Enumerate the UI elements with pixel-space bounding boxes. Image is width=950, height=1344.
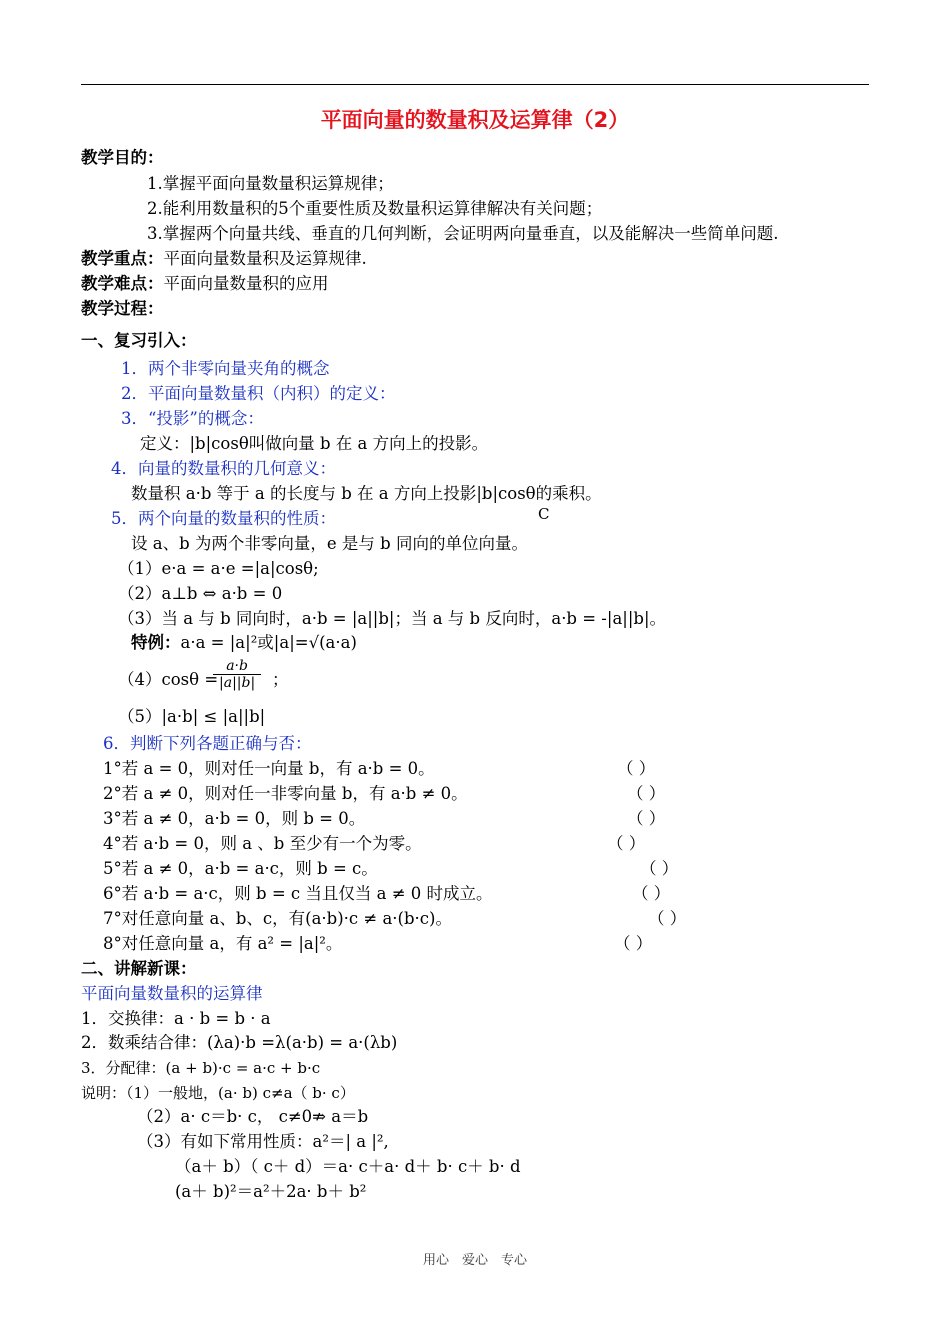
special-case-label: 特例：	[131, 633, 181, 652]
note-2: （2）a· c＝b· c， c≠0⇏ a＝b	[137, 1107, 369, 1126]
answer-blank[interactable]: （ ）	[648, 909, 687, 928]
review-item-5: 5．两个向量的数量积的性质：	[111, 509, 336, 528]
note-3: （3）有如下常用性质：a²＝| a |²,	[137, 1132, 389, 1151]
property-4-label: （4）cosθ =	[118, 670, 219, 689]
stray-mark: C	[538, 505, 550, 523]
objectives-heading: 教学目的：	[81, 148, 164, 167]
review-item-1: 1．两个非零向量夹角的概念	[121, 359, 330, 378]
property-3: （3）当 a 与 b 同向时，a·b = |a||b|；当 a 与 b 反向时，a·b = -|a||b|。	[118, 609, 667, 628]
key-point-text: 平面向量数量积及运算规律.	[163, 249, 367, 268]
associative-law: 2．数乘结合律：(λa)·b =λ(a·b) = a·(λb)	[81, 1033, 398, 1052]
objective-item: 3.掌握两个向量共线、垂直的几何判断，会证明两向量垂直，以及能解决一些简单问题.	[147, 224, 779, 243]
judge-statement: 2°若 a ≠ 0，则对任一非零向量 b，有 a·b ≠ 0。	[103, 784, 468, 803]
key-point-label: 教学重点：	[81, 249, 164, 268]
property-5: （5）|a·b| ≤ |a||b|	[118, 707, 266, 726]
key-point	[81, 248, 367, 270]
new-lesson-subheading: 平面向量数量积的运算律	[81, 984, 263, 1003]
property-2: （2）a⊥b ⇔ a·b = 0	[118, 584, 283, 603]
note-1: 说明：（1）一般地，(a· b) c≠a（ b· c）	[81, 1084, 355, 1102]
difficult-point-label: 教学难点：	[81, 274, 164, 293]
property-1: （1）e·a = a·e =|a|cosθ;	[118, 559, 319, 578]
judge-statement: 3°若 a ≠ 0，a·b = 0，则 b = 0。	[103, 809, 366, 828]
review-item-6: 6．判断下列各题正确与否：	[103, 734, 312, 753]
judge-statement: 4°若 a·b = 0，则 a 、b 至少有一个为零。	[103, 834, 422, 853]
answer-blank[interactable]: （ ）	[617, 759, 656, 778]
answer-blank[interactable]: （ ）	[614, 934, 653, 953]
difficult-point-text: 平面向量数量积的应用	[163, 274, 329, 293]
projection-definition: 定义：|b|cosθ叫做向量 b 在 a 方向上的投影。	[140, 434, 489, 453]
answer-blank[interactable]: （ ）	[627, 784, 666, 803]
answer-blank[interactable]: （ ）	[632, 884, 671, 903]
judge-statement: 6°若 a·b = a·c，则 b = c 当且仅当 a ≠ 0 时成立。	[103, 884, 493, 903]
fraction-denominator: |a||b|	[213, 674, 261, 691]
new-lesson-heading: 二、讲解新课：	[81, 959, 197, 978]
property-4-end: ；	[272, 670, 289, 689]
answer-blank[interactable]: （ ）	[607, 834, 646, 853]
judge-statement: 1°若 a = 0，则对任一向量 b，有 a·b = 0。	[103, 759, 435, 778]
answer-blank[interactable]: （ ）	[640, 859, 679, 878]
special-case-text: a·a = |a|²或|a|=√(a·a)	[180, 633, 357, 652]
review-item-4: 4．向量的数量积的几何意义：	[111, 459, 336, 478]
header-rule	[81, 84, 869, 85]
objective-item: 1.掌握平面向量数量积运算规律；	[147, 174, 394, 193]
cos-fraction	[213, 658, 261, 691]
fraction-numerator: a·b	[226, 658, 248, 674]
commutative-law: 1．交换律：a · b = b · a	[81, 1009, 271, 1028]
page-footer: 用心 爱心 专心	[422, 1253, 527, 1268]
page-title: 平面向量的数量积及运算律（2）	[320, 108, 630, 132]
note-4: （a＋ b）（ c＋ d）＝a· c＋a· d＋ b· c＋ b· d	[175, 1157, 521, 1176]
judge-statement: 7°对任意向量 a、b、c，有(a·b)·c ≠ a·(b·c)。	[103, 909, 452, 928]
review-item-2: 2．平面向量数量积（内积）的定义：	[121, 384, 396, 403]
difficult-point	[81, 273, 329, 295]
properties-intro: 设 a、b 为两个非零向量，e 是与 b 同向的单位向量。	[131, 534, 528, 553]
judge-statement: 5°若 a ≠ 0，a·b = a·c，则 b = c。	[103, 859, 378, 878]
objective-item: 2.能利用数量积的5个重要性质及数量积运算律解决有关问题；	[147, 199, 603, 218]
answer-blank[interactable]: （ ）	[627, 809, 666, 828]
distributive-law: 3．分配律：(a + b)·c = a·c + b·c	[81, 1059, 321, 1077]
process-heading: 教学过程：	[81, 299, 164, 318]
special-case	[131, 632, 357, 654]
review-heading: 一、复习引入：	[81, 331, 197, 350]
geometric-meaning: 数量积 a·b 等于 a 的长度与 b 在 a 方向上投影|b|cosθ的乘积。	[131, 484, 602, 503]
note-5: (a＋ b)²＝a²＋2a· b＋ b²	[175, 1182, 367, 1201]
judge-statement: 8°对任意向量 a，有 a² = |a|²。	[103, 934, 343, 953]
review-item-3: 3．“投影”的概念：	[121, 409, 264, 428]
